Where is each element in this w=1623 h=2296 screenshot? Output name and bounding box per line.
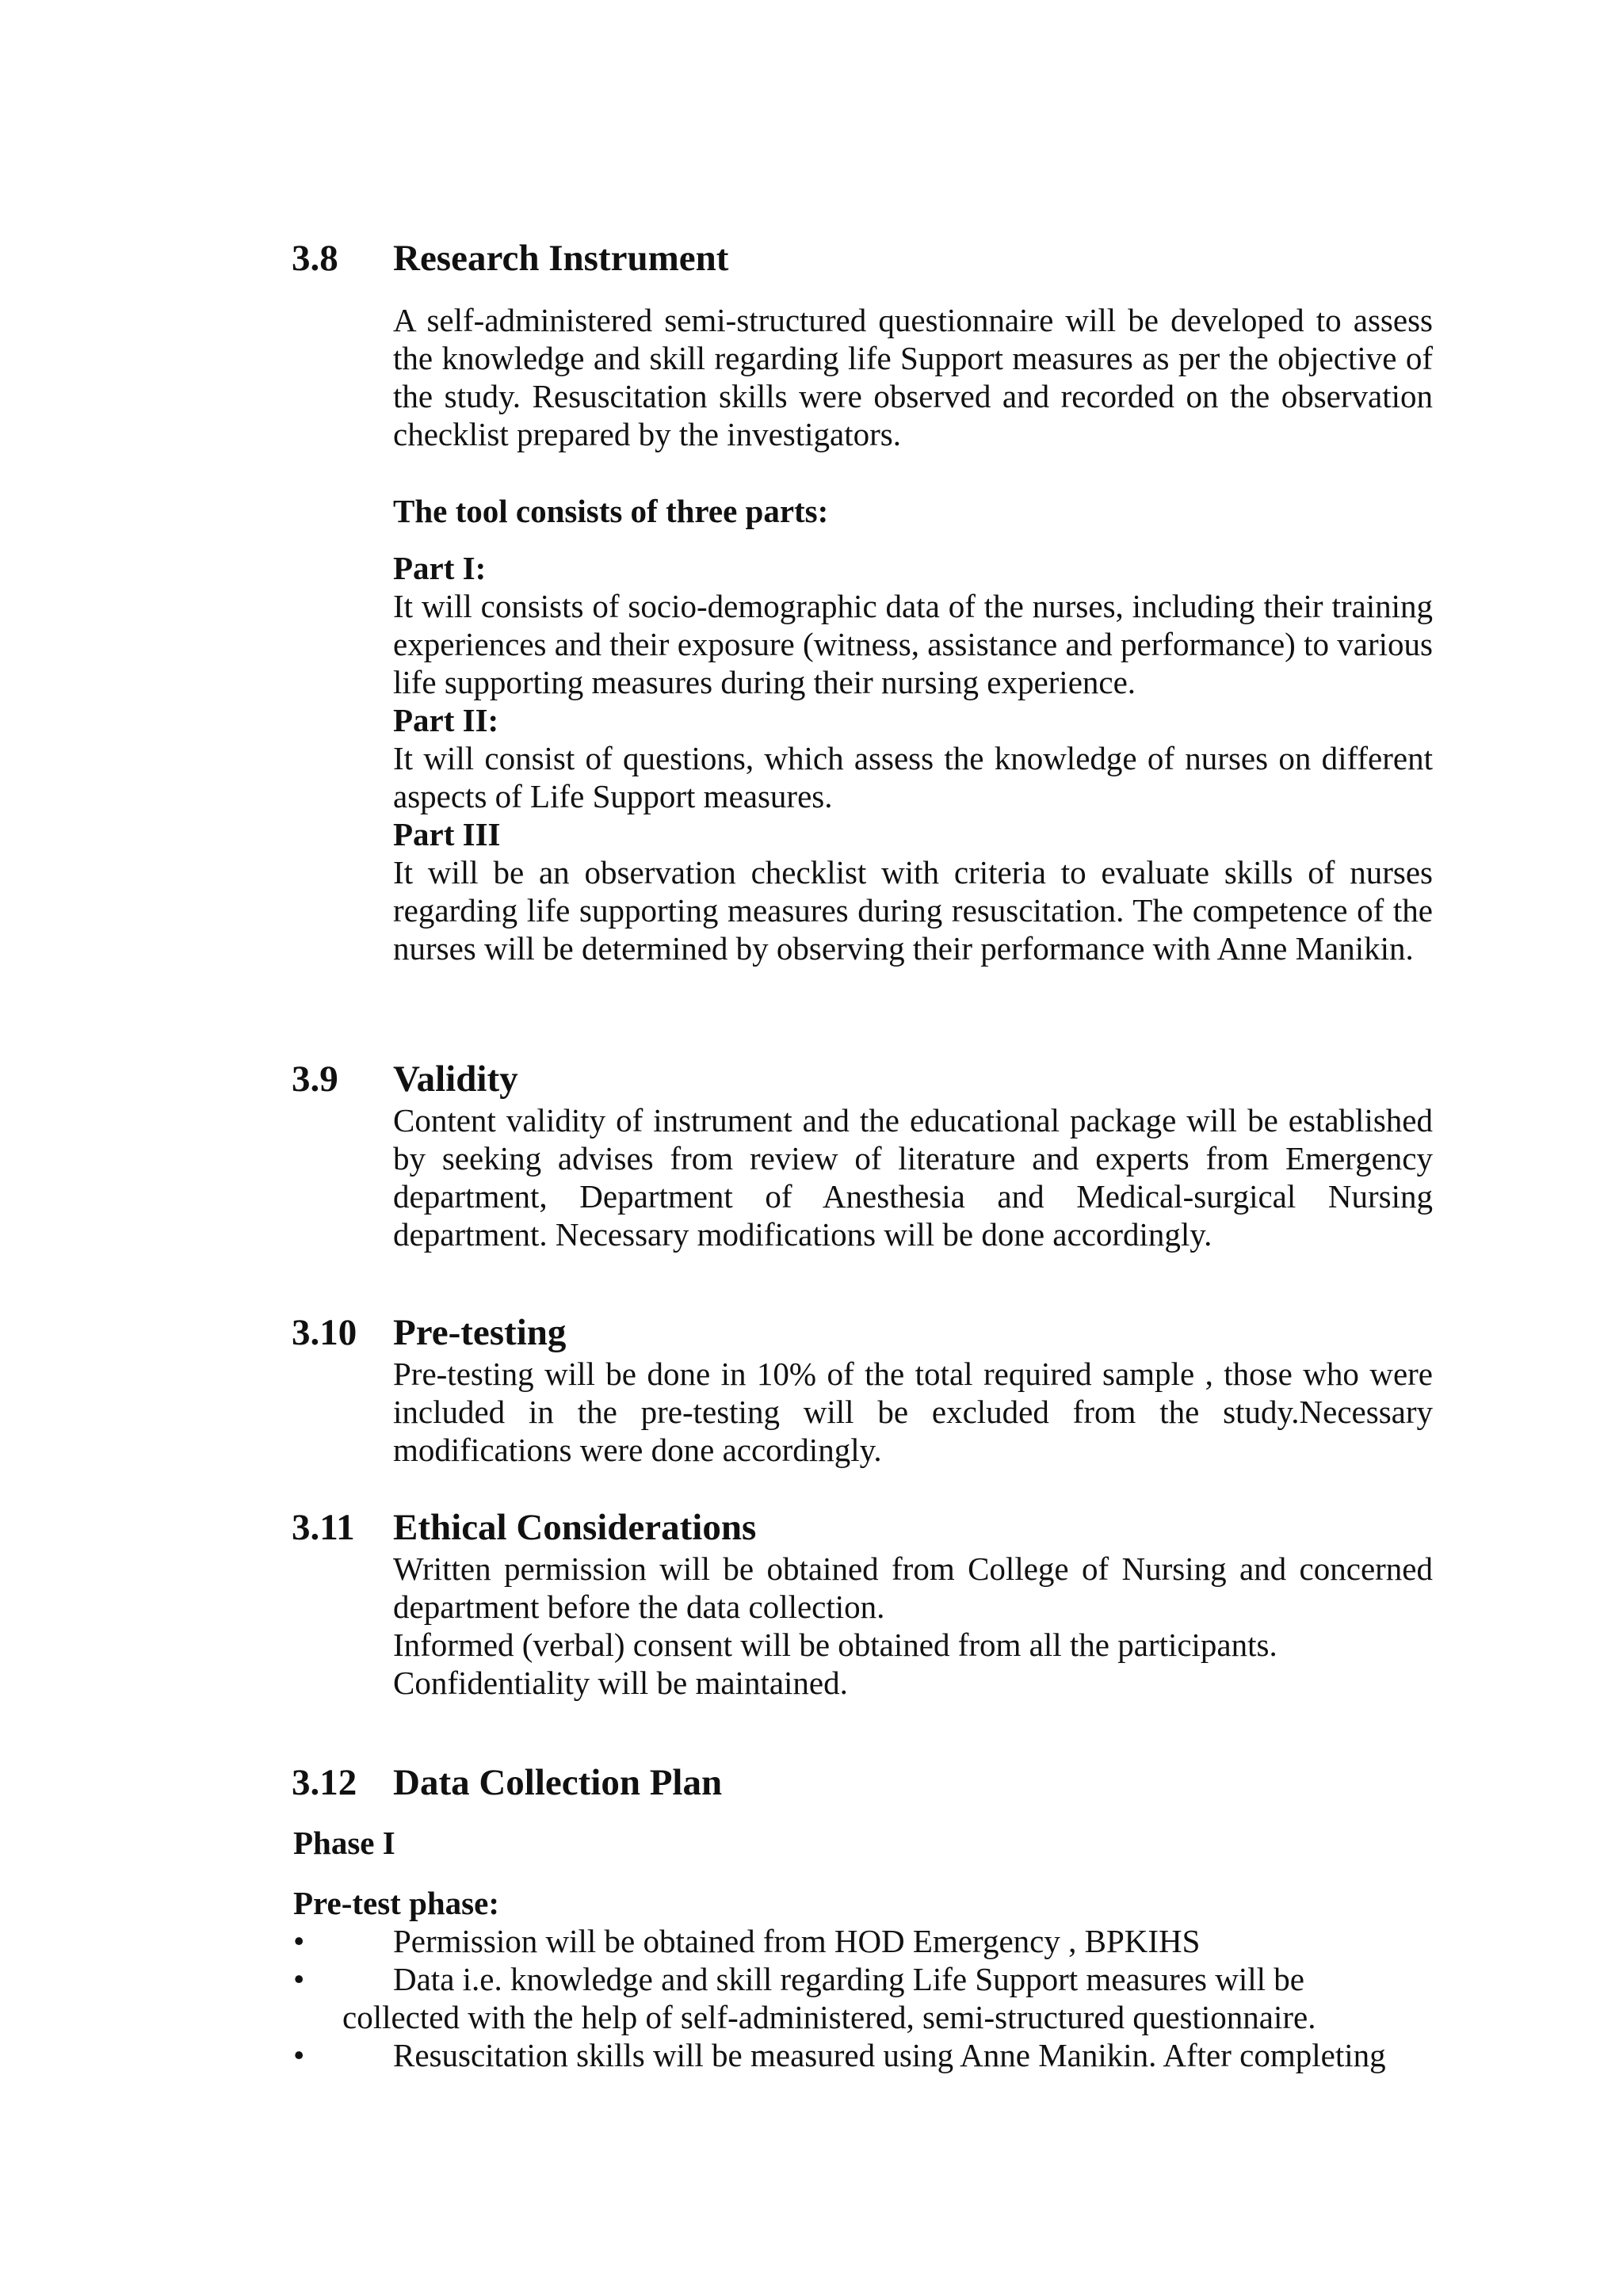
list-item-continuation: collected with the help of self-administered, semi-structured questionnaire. bbox=[342, 1999, 1316, 2035]
phase-heading: Phase I bbox=[293, 1825, 395, 1861]
part-2-text: It will consist of questions, which assess the knowledge of nurses on different aspects of Life Support measures. bbox=[393, 740, 1433, 814]
part-1-label: Part I: bbox=[393, 550, 487, 586]
section-heading-3-11 bbox=[292, 1505, 756, 1550]
pretest-bullet-list bbox=[293, 1922, 1434, 2074]
section-title: Pre-testing bbox=[393, 1312, 567, 1353]
part-2-label: Part II: bbox=[393, 702, 499, 738]
section-heading-3-8 bbox=[292, 236, 728, 280]
research-instrument-paragraph bbox=[393, 301, 1433, 453]
tool-parts-heading: The tool consists of three parts: bbox=[393, 493, 829, 529]
bullet-icon: • bbox=[293, 1923, 305, 1959]
section-number: 3.11 bbox=[292, 1507, 355, 1548]
bullet-icon: • bbox=[293, 1961, 305, 1997]
section-title: Research Instrument bbox=[393, 238, 729, 279]
part-3-label: Part III bbox=[393, 816, 501, 852]
section-number: 3.8 bbox=[292, 238, 338, 279]
ethics-line-3: Confidentiality will be maintained. bbox=[393, 1665, 848, 1701]
list-item-text: Data i.e. knowledge and skill regarding Life Support measures will be bbox=[393, 1961, 1304, 1997]
paragraph-text: Pre-testing will be done in 10% of the total required sample , those who were included in the pre-testing will be excluded from the study.Necessary modifications were done accordingly. bbox=[393, 1356, 1433, 1468]
section-heading-3-9 bbox=[292, 1057, 518, 1101]
validity-paragraph bbox=[393, 1101, 1433, 1253]
list-item-text: Permission will be obtained from HOD Emergency , BPKIHS bbox=[393, 1923, 1201, 1959]
section-title: Ethical Considerations bbox=[393, 1507, 757, 1548]
list-item-text: Resuscitation skills will be measured using Anne Manikin. After completing bbox=[393, 2037, 1386, 2073]
list-item bbox=[293, 2036, 1434, 2074]
section-heading-3-12 bbox=[292, 1760, 722, 1805]
section-title: Data Collection Plan bbox=[393, 1762, 723, 1803]
section-title: Validity bbox=[393, 1058, 518, 1100]
section-number: 3.10 bbox=[292, 1312, 357, 1353]
list-item bbox=[293, 1960, 1434, 2036]
tool-parts-list bbox=[393, 549, 1433, 967]
ethics-line-2: Informed (verbal) consent will be obtained from all the participants. bbox=[393, 1627, 1277, 1663]
bullet-icon: • bbox=[293, 2037, 305, 2073]
paragraph-text: Content validity of instrument and the educational package will be established by seeking advises from review of literature and experts from Emergency department, Department of Anesthesia and Medical-surgical Nursing department. Necessary modifications will be done accordingly. bbox=[393, 1102, 1433, 1253]
section-number: 3.12 bbox=[292, 1762, 357, 1803]
part-3-text: It will be an observation checklist with criteria to evaluate skills of nurses regarding life supporting measures during resuscitation. The competence of the nurses will be determined by observing their performance with Anne Manikin. bbox=[393, 854, 1433, 967]
ethics-line-1: Written permission will be obtained from College of Nursing and concerned department before the data collection. bbox=[393, 1550, 1433, 1625]
list-item bbox=[293, 1922, 1434, 1960]
pretesting-paragraph bbox=[393, 1355, 1433, 1469]
paragraph-text: A self-administered semi-structured questionnaire will be developed to assess the knowledge and skill regarding life Support measures as per the objective of the study. Resuscitation skills were observed and recorded on the observation checklist prepared by the investigators. bbox=[393, 302, 1433, 452]
section-number: 3.9 bbox=[292, 1058, 338, 1100]
section-heading-3-10 bbox=[292, 1310, 566, 1355]
pretest-phase-heading: Pre-test phase: bbox=[293, 1885, 499, 1921]
ethical-considerations-text bbox=[393, 1550, 1433, 1702]
part-1-text: It will consists of socio-demographic data of the nurses, including their training experiences and their exposure (witness, assistance and performance) to various life supporting measures during their nursing experience. bbox=[393, 588, 1433, 700]
